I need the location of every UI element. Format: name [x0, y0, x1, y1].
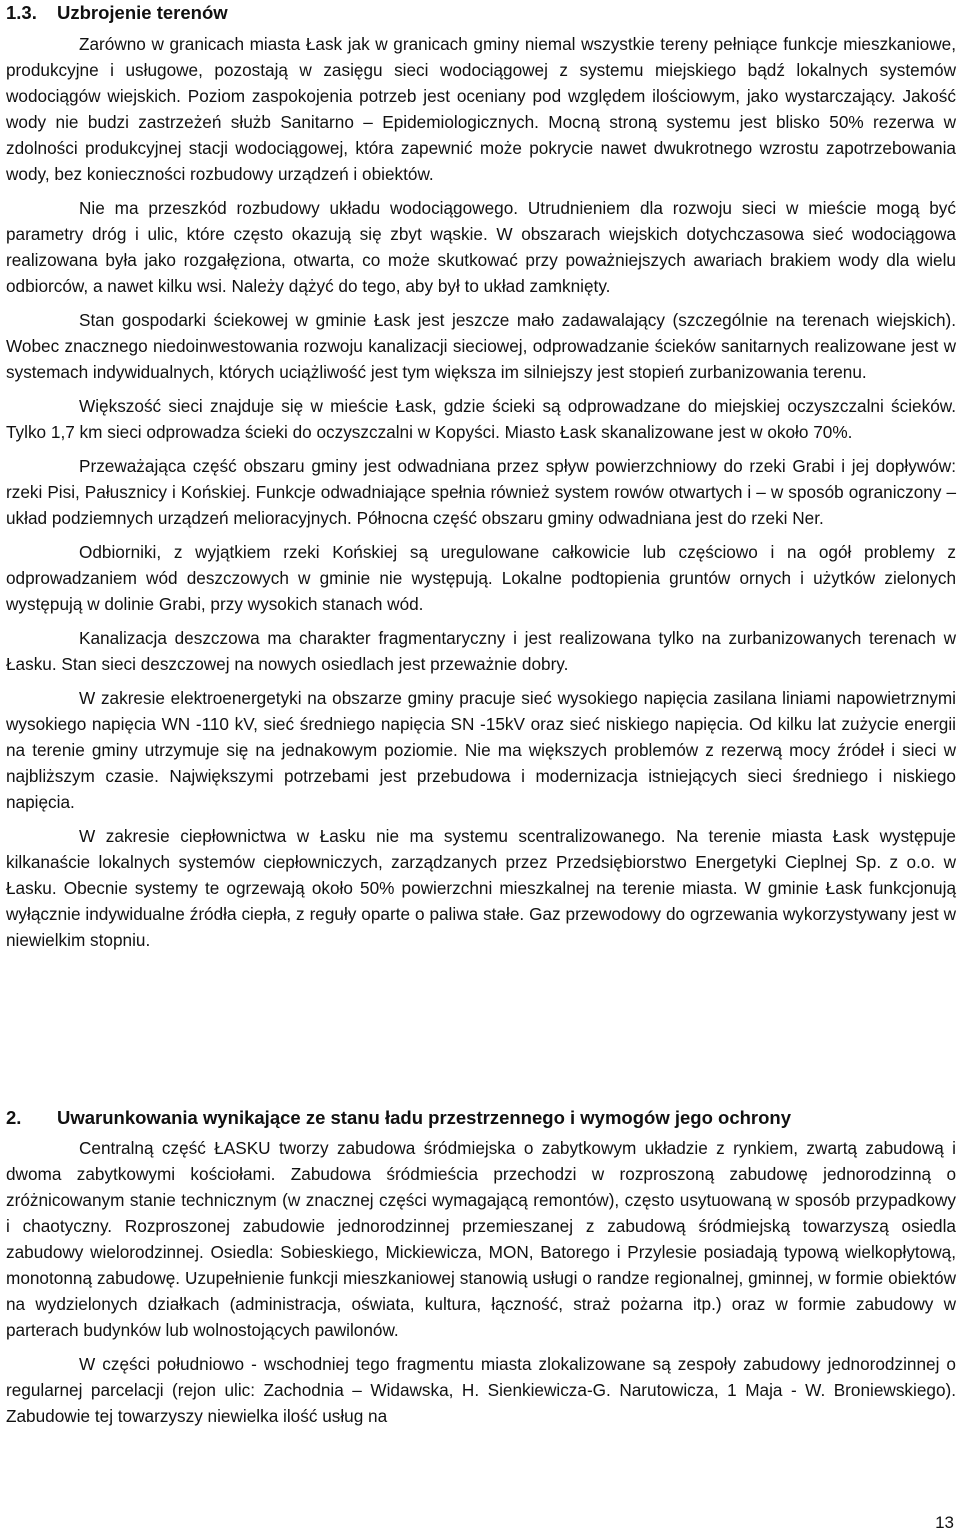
paragraph: W zakresie elektroenergetyki na obszarze gminy pracuje sieć wysokiego napięcia zasilana liniami napowietrznymi wysokiego napięcia WN -110 kV, sieć średniego napięcia SN -15kV oraz sieć niskiego napięcia. Od kilku lat zużycie energii na terenie gminy utrzymuje się na jednakowym poziomie. Nie ma większych problemów z rezerwą mocy źródeł i sieci w najbliższym czasie. Największymi potrzebami jest przebudowa i modernizacja istniejących sieci średniego i niskiego napięcia.	[6, 688, 956, 812]
section-heading-1-3	[6, 1, 228, 25]
section-number: 2.	[6, 1107, 22, 1128]
paragraph: Stan gospodarki ściekowej w gminie Łask jest jeszcze mało zadawalający (szczególnie na terenach wiejskich). Wobec znacznego niedoinwestowania rozwoju kanalizacji sieciowej, odprowadzanie ścieków sanitarnych realizowane jest w systemach indywidualnych, których uciążliwość jest tym większa im silniejszy jest stopień zurbanizowania terenu.	[6, 310, 956, 382]
paragraph: Przeważająca część obszaru gminy jest odwadniana przez spływ powierzchniowy do rzeki Grabi i jej dopływów: rzeki Pisi, Pałusznicy i Końskiej. Funkcje odwadniające spełnia również system rowów otwartych i – w sposób ograniczony – układ podziemnych urządzeń melioracyjnych. Północna część obszaru gminy odwadniana jest do rzeki Ner.	[6, 456, 956, 528]
section-body-2	[6, 1135, 956, 1437]
section-title: Uwarunkowania wynikające ze stanu ładu przestrzennego i wymogów jego ochrony	[57, 1107, 791, 1128]
section-title: Uzbrojenie terenów	[57, 2, 228, 23]
paragraph: Odbiorniki, z wyjątkiem rzeki Końskiej są uregulowane całkowicie lub częściowo i na ogół problemy z odprowadzaniem wód deszczowych w gminie nie występują. Lokalne podtopienia gruntów ornych i użytków zielonych występują w dolinie Grabi, przy wysokich stanach wód.	[6, 542, 956, 614]
page-number: 13	[935, 1513, 954, 1532]
paragraph: W części południowo - wschodniej tego fragmentu miasta zlokalizowane są zespoły zabudowy jednorodzinnej o regularnej parcelacji (rejon ulic: Zachodnia – Widawska, H. Sienkiewicza-G. Narutowicza, 1 Maja - W. Broniewskiego). Zabudowie tej towarzyszy niewielka ilość usług na	[6, 1354, 956, 1426]
paragraph: Zarówno w granicach miasta Łask jak w granicach gminy niemal wszystkie tereny pełniące funkcje mieszkaniowe, produkcyjne i usługowe, pozostają w zasięgu sieci wodociągowej z systemu miejskiego bądź lokalnych systemów wodociągów wiejskich. Poziom zaspokojenia potrzeb jest oceniany pod względem ilościowym, jako wystarczający. Jakość wody nie budzi zastrzeżeń służb Sanitarno – Epidemiologicznych. Mocną stroną systemu jest blisko 50% rezerwa w zdolności produkcyjnej stacji wodociągowej, która zapewnić może pokrycie nawet dwukrotnego wzrostu zapotrzebowania wody, bez konieczności rozbudowy urządzeń i obiektów.	[6, 34, 956, 184]
paragraph: Większość sieci znajduje się w mieście Łask, gdzie ścieki są odprowadzane do miejskiej oczyszczalni ścieków. Tylko 1,7 km sieci odprowadza ścieki do oczyszczalni w Kopyści. Miasto Łask skanalizowane jest w około 70%.	[6, 396, 956, 442]
paragraph: Centralną część ŁASKU tworzy zabudowa śródmiejska o zabytkowym układzie z rynkiem, zwartą zabudową i dwoma zabytkowymi kościołami. Zabudowa śródmieścia przechodzi w rozproszoną zabudowę jednorodzinną o zróżnicowanym stanie technicznym (w znacznej części wymagającą remontów), często usytuowaną w sposób przypadkowy i chaotyczny. Rozproszonej zabudowie jednorodzinnej przemieszanej z zabudową śródmiejską towarzyszą osiedla zabudowy wielorodzinnej. Osiedla: Sobieskiego, Mickiewicza, MON, Batorego i Przylesie posiadają typową wielkopłytową, monotonną zabudowę. Uzupełnienie funkcji mieszkaniowej stanowią usługi o randze regionalnej, gminnej, w formie obiektów na wydzielonych działkach (administracja, oświata, kultura, łączność, straż pożarna itp.) oraz w formie zabudowy w parterach budynków lub wolnostojących pawilonów.	[6, 1138, 956, 1340]
paragraph: Nie ma przeszkód rozbudowy układu wodociągowego. Utrudnieniem dla rozwoju sieci w mieście mogą być parametry dróg i ulic, które często okazują się zbyt wąskie. W obszarach wiejskich dotychczasowa sieć wodociągowa realizowana była jako rozgałęziona, otwarta, co może skutkować przy poważniejszych awariach brakiem wody dla wielu odbiorców, a nawet kilku wsi. Należy dążyć do tego, aby był to układ zamknięty.	[6, 198, 956, 296]
paragraph: W zakresie ciepłownictwa w Łasku nie ma systemu scentralizowanego. Na terenie miasta Łask występuje kilkanaście lokalnych systemów ciepłowniczych, zarządzanych przez Przedsiębiorstwo Energetyki Cieplnej Sp. z o.o. w Łasku. Obecnie systemy te ogrzewają około 50% powierzchni mieszkalnej na terenie miasta. W gminie Łask funkcjonują wyłącznie indywidualne źródła ciepła, z reguły oparte o paliwa stałe. Gaz przewodowy do ogrzewania wykorzystywany jest w niewielkim stopniu.	[6, 826, 956, 950]
paragraph: Kanalizacja deszczowa ma charakter fragmentaryczny i jest realizowana tylko na zurbanizowanych terenach w Łasku. Stan sieci deszczowej na nowych osiedlach jest przeważnie dobry.	[6, 628, 956, 674]
section-body-1-3	[6, 31, 956, 961]
section-number: 1.3.	[6, 2, 37, 23]
section-heading-2	[6, 1106, 791, 1130]
